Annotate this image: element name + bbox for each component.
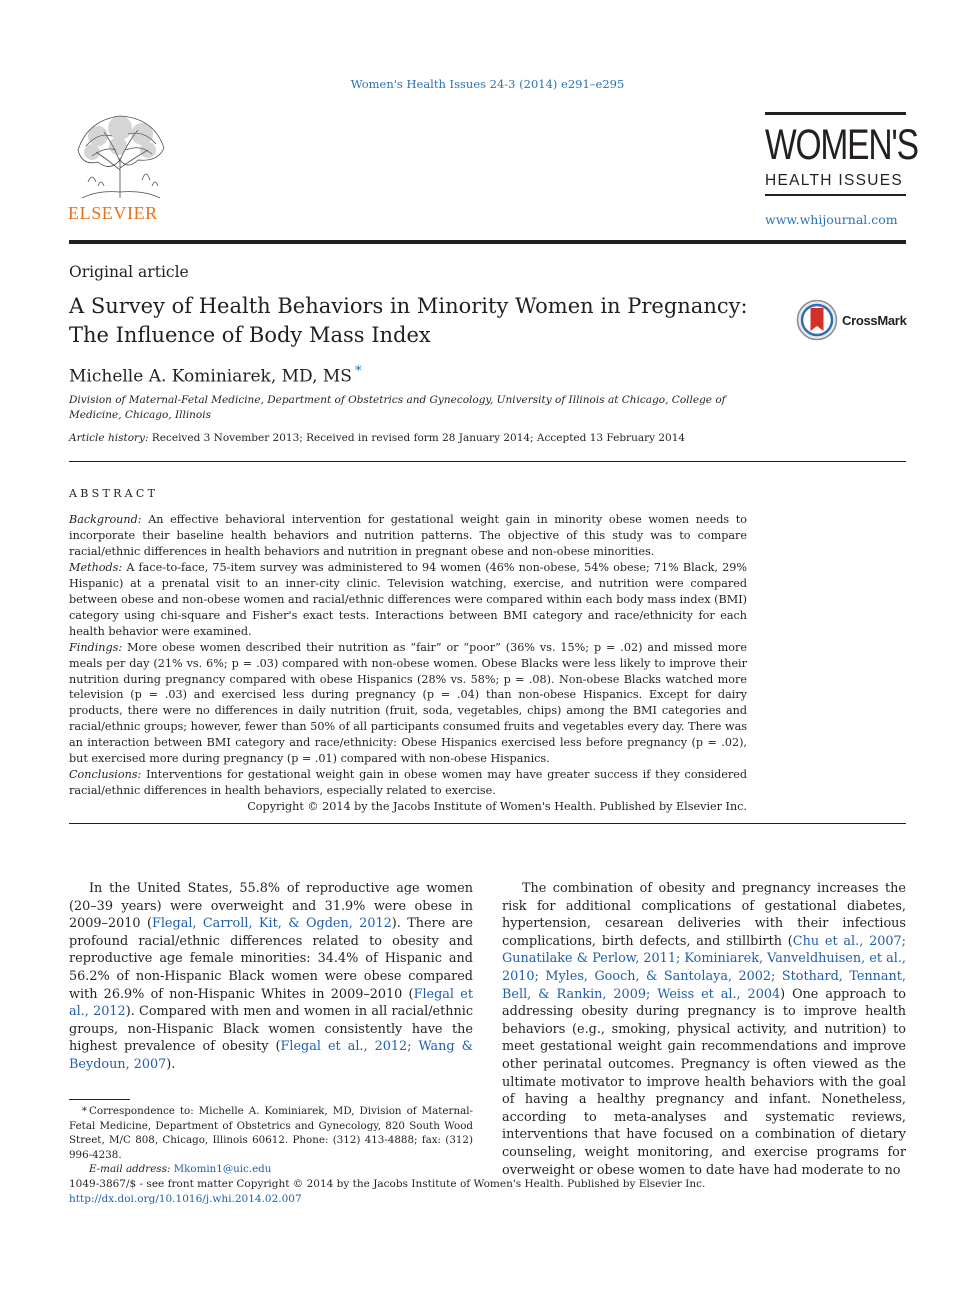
article-history-text: Received 3 November 2013; Received in revised form 28 January 2014; Accepted 13 February 2014 <box>151 432 686 444</box>
abstract-conclusions <box>69 767 747 799</box>
article-category: Original article <box>69 263 189 281</box>
author-name-text: Michelle A. Kominiarek, MD, MS <box>69 366 352 387</box>
abstract-methods-text: A face-to-face, 75-item survey was administered to 94 women (46% non-obese, 54% obese; 71% Black, 29% Hispanic) at a prenatal visit to an inner-city clinic. Television watching, exercise, and nutrition were compared between obese and non-obese women and racial/ethnic differences were compared within each body mass index (BMI) category using chi-square and Fisher's exact tests. Interactions between BMI category and race/ethnicity for each health behavior were examined. <box>69 560 747 638</box>
citation-link[interactable]: Flegal et al., 2012 <box>69 986 473 1020</box>
abstract-background <box>69 512 747 560</box>
abstract-findings-text: More obese women described their nutrition as “fair” or “poor” (36% vs. 15%; p = .02) and missed more meals per day (21% vs. 6%; p = .03) compared with non-obese women. Obese Blacks were less likely to improve their nutrition during pregnancy compared with obese Hispanics (28% vs. 58%; p = .08). Non-obese Blacks watched more television (p = .03) and exercised less during pregnancy (p = .04) than non-obese Hispanics. Except for dairy products, there were no differences in daily nutrition (fruit, soda, vegetables, chips) among the BMI categories and racial/ethnic groups; however, fewer than 50% of all participants consumed fruits and vegetables every day. There was an interaction between BMI category and race/ethnicity: Obese Hispanics exercised less before pregnancy (p = .02), but exercised more during pregnancy (p = .01) compared with non-obese Hispanics. <box>69 640 747 766</box>
journal-logo-subtitle: HEALTH ISSUES <box>765 172 904 189</box>
front-matter-info <box>69 1177 705 1207</box>
body-column-left <box>69 880 473 1074</box>
body-text: ) One approach to addressing obesity during pregnancy is to improve health behaviors (e.g., smoking, physical activity, and nutrition) to meet gestational weight gain recommendations and improve other perinatal outcomes. Pregnancy is often viewed as the ultimate motivator to improve health behaviors with the goal of having a healthy pregnancy and infant. Nonetheless, according to meta-analyses and systematic reviews, interventions that have focused on a combination of dietary counseling, weight monitoring, and exercise programs for overweight or obese women to date have had moderate to no <box>502 986 906 1178</box>
body-text: ). <box>166 1056 176 1072</box>
body-text: The combination of obesity and pregnancy increases the risk for additional complications of gestational diabetes, hypertension, cesarean deliveries with their infectious complications, birth defects, and stillbirth ( <box>502 881 906 949</box>
crossmark-icon[interactable] <box>796 299 838 341</box>
body-column-right <box>502 880 906 1179</box>
body-paragraph <box>69 880 473 1074</box>
abstract-conclusions-label: Conclusions: <box>69 768 142 782</box>
footnote-marker: * <box>81 1105 87 1117</box>
footnote-correspondence: Correspondence to: Michelle A. Kominiarek, MD, Division of Maternal-Fetal Medicine, Department of Obstetrics and Gynecology, 820 South Wood Street, M/C 808, Chicago, Illinois 60612. Phone: (312) 413-4888; fax: (312) 996-4238. <box>69 1105 473 1161</box>
journal-logo-title: WOMEN'S <box>765 121 918 169</box>
abstract-conclusions-text: Interventions for gestational weight gain in obese women may have greater success if they considered racial/ethnic differences in health behaviors, especially related to exercise. <box>69 768 747 798</box>
citation-link[interactable]: Flegal, Carroll, Kit, & Ogden, 2012 <box>151 916 392 932</box>
email-link[interactable]: Mkomin1@uic.edu <box>173 1163 272 1175</box>
crossmark-label[interactable]: CrossMark <box>842 313 907 328</box>
body-text: In the United States, 55.8% of reproductive age women (20–39 years) were overweight and 31.9% were obese in 2009–2010 ( <box>69 881 473 932</box>
article-title <box>69 292 779 350</box>
email-label: E-mail address: <box>89 1163 171 1175</box>
abstract-methods-label: Methods: <box>69 560 123 574</box>
doi-link[interactable]: http://dx.doi.org/10.1016/j.whi.2014.02.007 <box>69 1193 302 1205</box>
footnote-email-line <box>69 1162 473 1177</box>
citation-link[interactable]: Chu et al., 2007; Gunatilake & Perlow, 2011; Kominiarek, Vanveldhuisen, et al., 2010; Myles, Gooch, & Santolaya, 2002; Stothard, Tennant, Bell, & Rankin, 2009; Weiss et al., 2004 <box>502 933 906 1002</box>
footnote-rule <box>69 1099 130 1100</box>
journal-logo-rule-bottom <box>765 194 906 196</box>
elsevier-tree-logo-icon <box>68 110 172 200</box>
correspondence-footnote <box>69 1104 473 1177</box>
issn-line: 1049-3867/$ - see front matter Copyright © 2014 by the Jacobs Institute of Women's Health. Published by Elsevier Inc. <box>69 1178 706 1190</box>
journal-url-link[interactable]: www.whijournal.com <box>765 212 898 227</box>
abstract-findings-label: Findings: <box>69 640 123 654</box>
elsevier-wordmark: ELSEVIER <box>68 203 158 223</box>
journal-reference[interactable]: Women's Health Issues 24-3 (2014) e291–e295 <box>350 77 625 91</box>
abstract-top-rule <box>69 461 906 462</box>
abstract-heading: ABSTRACT <box>69 487 159 500</box>
abstract-body <box>69 512 747 815</box>
article-title-line-2: The Influence of Body Mass Index <box>69 323 431 347</box>
author-affiliation: Division of Maternal-Fetal Medicine, Department of Obstetrics and Gynecology, University of Illinois at Chicago, College of Medicine, Chicago, Illinois <box>69 394 726 421</box>
article-history-label: Article history: <box>69 432 149 444</box>
abstract-copyright: Copyright © 2014 by the Jacobs Institute of Women's Health. Published by Elsevier Inc. <box>247 800 747 814</box>
body-text: ). There are profound racial/ethnic differences related to obesity and reproductive age female minorities: 34.4% of Hispanic and 56.2% of non-Hispanic Black women were obese compared with 26.9% of non-Hispanic Whites in 2009–2010 ( <box>69 916 474 1002</box>
footnote-text <box>69 1104 473 1162</box>
citation-link[interactable]: Flegal et al., 2012; Wang & Beydoun, 2007 <box>69 1039 473 1072</box>
abstract-background-label: Background: <box>69 513 142 526</box>
abstract-methods <box>69 560 747 640</box>
body-text: ). Compared with men and women in all racial/ethnic groups, non-Hispanic Black women consistently have the highest prevalence of obesity ( <box>69 1004 473 1055</box>
abstract-bottom-rule <box>69 823 906 824</box>
body-paragraph <box>502 880 906 1179</box>
author-name <box>69 364 361 387</box>
article-title-line-1: A Survey of Health Behaviors in Minority Women in Pregnancy: <box>69 294 748 318</box>
author-footnote-marker[interactable]: * <box>354 364 362 379</box>
article-history <box>69 432 685 444</box>
header-divider <box>69 240 906 244</box>
journal-logo-rule-top <box>765 112 906 115</box>
abstract-findings <box>69 640 747 768</box>
abstract-background-text: An effective behavioral intervention for gestational weight gain in minority obese women needs to incorporate their baseline health behaviors and nutrition patterns. The objective of this study was to compare racial/ethnic differences in health behaviors and nutrition in pregnant obese and non-obese minorities. <box>69 513 747 558</box>
